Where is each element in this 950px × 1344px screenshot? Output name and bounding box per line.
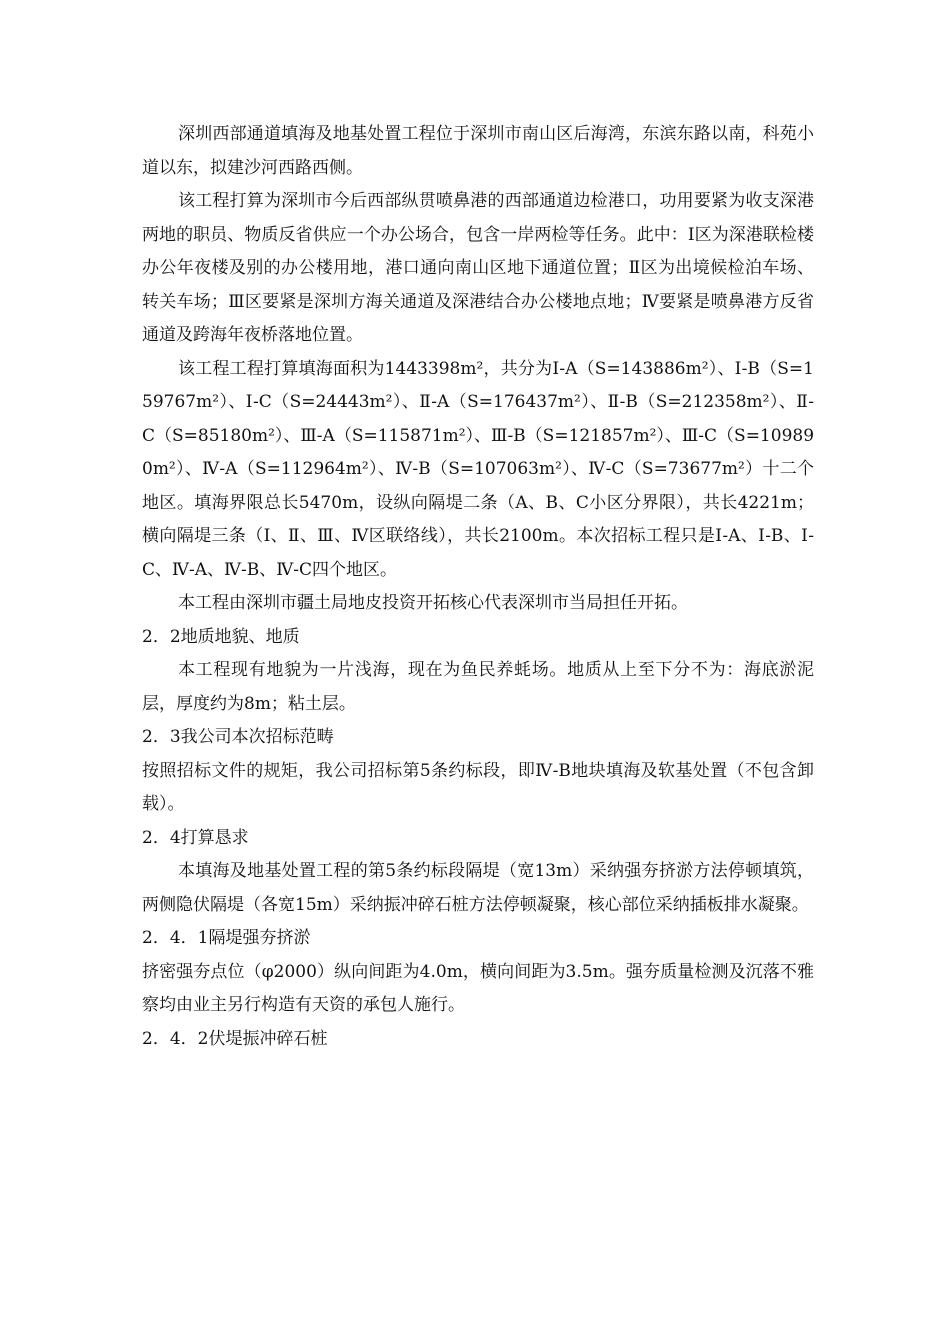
heading-2-2: 2．2地质地貌、地质 <box>142 626 300 647</box>
paragraph-project-area: 该工程工程打算填海面积为1443398m²，共分为Ⅰ-A（S=143886m²）、Ⅰ-B（S=159767m²）、Ⅰ-C（S=24443m²）、Ⅱ-A（S=176437m²）、Ⅱ-B（S=212358m²）、Ⅱ-C（S=85180m²）、Ⅲ-A（S=115871m²）、Ⅲ-B（S=121857m²）、Ⅲ-C（S=109890m²）、Ⅳ-A（S=112964m²）、Ⅳ-B（S=107063m²）、Ⅳ-C（S=73677m²）十二个地区。填海界限总长5470m，设纵向隔堤二条（A、B、C小区分界限），共长4221m；横向隔堤三条（Ⅰ、Ⅱ、Ⅲ、Ⅳ区联络线），共长2100m。本次招标工程只是Ⅰ-A、Ⅰ-B、Ⅰ-C、Ⅳ-A、Ⅳ-B、Ⅳ-C四个地区。 <box>142 358 815 580</box>
heading-2-4: 2．4打算恳求 <box>142 827 249 848</box>
paragraph-project-purpose: 该工程打算为深圳市今后西部纵贯喷鼻港的西部通道边检港口，功用要紧为收支深港两地的职员、物质反省供应一个办公场合，包含一岸两检等任务。此中：Ⅰ区为深港联检楼办公年夜楼及别的办公楼用地，港口通向南山区地下通道位置；Ⅱ区为出境候检泊车场、转关车场；Ⅲ区要紧是深圳方海关通道及深港结合办公楼地点地；Ⅳ要紧是喷鼻港方反省通道及跨海年夜桥落地位置。 <box>142 191 814 345</box>
heading-2-4-2: 2．4．2伏堤振冲碎石桩 <box>142 1028 328 1049</box>
heading-2-4-1: 2．4．1隔堤强夯挤淤 <box>142 928 311 948</box>
paragraph-bid-scope: 按照招标文件的规矩，我公司招标第5条约标段，即Ⅳ-B地块填海及软基处置（不包含卸载）。 <box>142 760 814 814</box>
paragraph-developer: 本工程由深圳市疆土局地皮投资开拓核心代表深圳市当局担任开拓。 <box>178 593 688 613</box>
paragraph-design-requirements: 本填海及地基处置工程的第5条约标段隔堤（宽13m）采纳强夯挤淤方法停顿填筑，两侧隐伏隔堤（各宽15m）采纳振冲碎石桩方法停顿凝聚，核心部位采纳插板排水凝聚。 <box>142 861 814 915</box>
paragraph-dynamic-compaction: 挤密强夯点位（φ2000）纵向间距为4.0m，横向间距为3.5m。强夯质量检测及沉落不雅察均由业主另行构造有天资的承包人施行。 <box>142 961 814 1015</box>
paragraph-geology: 本工程现有地貌为一片浅海，现在为鱼民养蚝场。地质从上至下分不为：海底淤泥层，厚度约为8m；粘土层。 <box>142 660 814 714</box>
heading-2-3: 2．3我公司本次招标范畴 <box>142 727 334 747</box>
paragraph-project-location: 深圳西部通道填海及地基处置工程位于深圳市南山区后海湾，东滨东路以南，科苑小道以东，拟建沙河西路西侧。 <box>142 124 814 178</box>
document-page <box>142 118 814 1056</box>
